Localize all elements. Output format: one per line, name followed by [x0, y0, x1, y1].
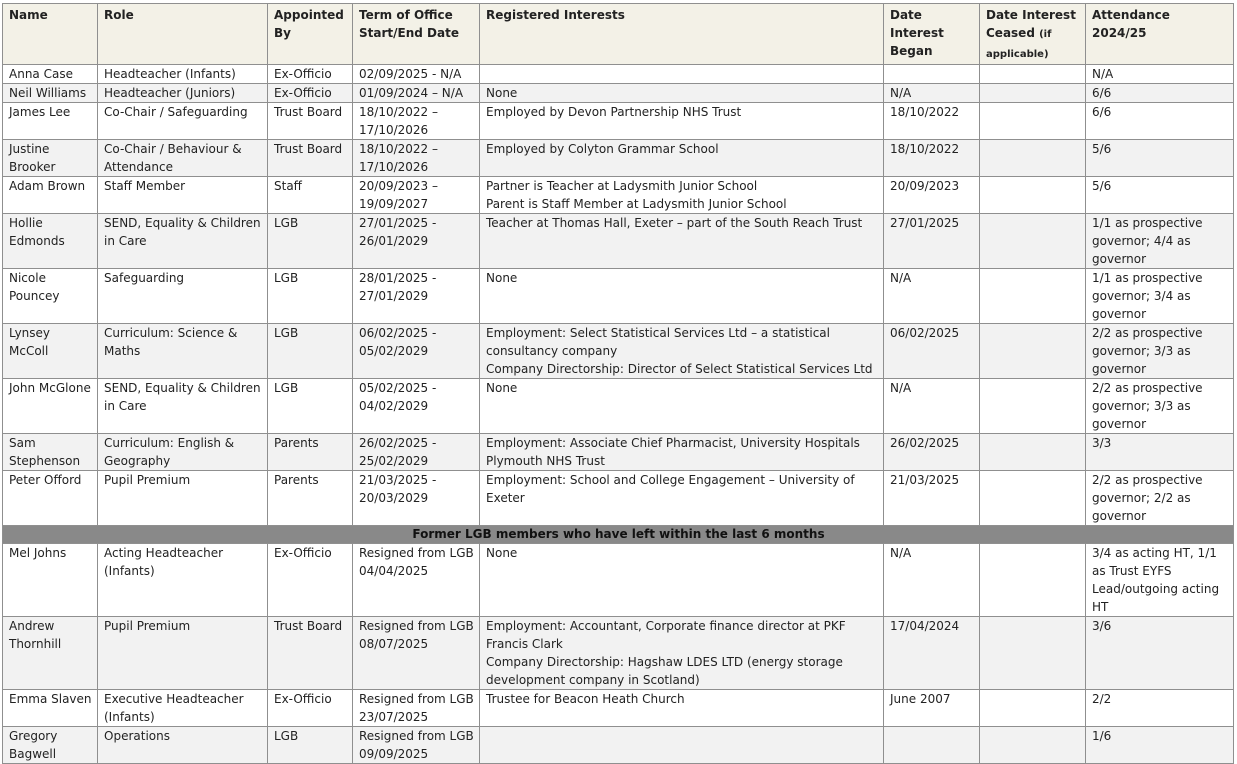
cell-term: 18/10/2022 – 17/10/2026: [353, 103, 480, 140]
cell-date-began: 18/10/2022: [884, 140, 980, 177]
section-title: Former LGB members who have left within the last 6 months: [3, 526, 1234, 544]
cell-attendance: 2/2: [1086, 690, 1234, 727]
cell-date-ceased: [980, 471, 1086, 526]
cell-name: Anna Case: [3, 65, 98, 84]
header-row: [3, 4, 1234, 65]
cell-appointed-by: Trust Board: [268, 140, 353, 177]
member-row: [3, 177, 1234, 214]
header-name: Name: [3, 4, 98, 65]
cell-date-ceased: [980, 214, 1086, 269]
cell-attendance: 5/6: [1086, 140, 1234, 177]
cell-name: Gregory Bagwell: [3, 727, 98, 764]
cell-name: Lynsey McColl: [3, 324, 98, 379]
cell-role: Pupil Premium: [98, 617, 268, 690]
cell-term: Resigned from LGB 23/07/2025: [353, 690, 480, 727]
cell-term: 01/09/2024 – N/A: [353, 84, 480, 103]
member-row: [3, 434, 1234, 471]
cell-term: 18/10/2022 – 17/10/2026: [353, 140, 480, 177]
cell-date-began: 21/03/2025: [884, 471, 980, 526]
cell-name: Nicole Pouncey: [3, 269, 98, 324]
member-row: [3, 269, 1234, 324]
member-row: [3, 103, 1234, 140]
cell-date-began: 27/01/2025: [884, 214, 980, 269]
cell-attendance: 6/6: [1086, 103, 1234, 140]
cell-attendance: 6/6: [1086, 84, 1234, 103]
cell-term: Resigned from LGB 08/07/2025: [353, 617, 480, 690]
cell-role: Staff Member: [98, 177, 268, 214]
cell-attendance: 1/6: [1086, 727, 1234, 764]
governors-table: [2, 3, 1234, 764]
cell-appointed-by: Parents: [268, 434, 353, 471]
cell-date-ceased: [980, 434, 1086, 471]
member-row: [3, 690, 1234, 727]
cell-name: Adam Brown: [3, 177, 98, 214]
cell-attendance: 3/4 as acting HT, 1/1 as Trust EYFS Lead/outgoing acting HT: [1086, 544, 1234, 617]
cell-name: Andrew Thornhill: [3, 617, 98, 690]
cell-appointed-by: Trust Board: [268, 103, 353, 140]
cell-appointed-by: Ex-Officio: [268, 690, 353, 727]
cell-attendance: 1/1 as prospective governor; 4/4 as governor: [1086, 214, 1234, 269]
cell-appointed-by: LGB: [268, 214, 353, 269]
member-row: [3, 324, 1234, 379]
member-row: [3, 471, 1234, 526]
cell-date-ceased: [980, 84, 1086, 103]
cell-role: Pupil Premium: [98, 471, 268, 526]
cell-term: 28/01/2025 - 27/01/2029: [353, 269, 480, 324]
cell-name: Mel Johns: [3, 544, 98, 617]
cell-date-ceased: [980, 177, 1086, 214]
cell-date-began: N/A: [884, 544, 980, 617]
cell-name: James Lee: [3, 103, 98, 140]
cell-role: Acting Headteacher (Infants): [98, 544, 268, 617]
cell-term: 05/02/2025 - 04/02/2029: [353, 379, 480, 434]
cell-term: Resigned from LGB 09/09/2025: [353, 727, 480, 764]
cell-date-ceased: [980, 103, 1086, 140]
cell-interests: Trustee for Beacon Heath Church: [480, 690, 884, 727]
cell-date-began: [884, 65, 980, 84]
cell-appointed-by: Staff: [268, 177, 353, 214]
cell-attendance: N/A: [1086, 65, 1234, 84]
cell-date-began: [884, 727, 980, 764]
header-term: Term of Office Start/End Date: [353, 4, 480, 65]
cell-role: Co-Chair / Behaviour & Attendance: [98, 140, 268, 177]
header-interests: Registered Interests: [480, 4, 884, 65]
header-role: Role: [98, 4, 268, 65]
cell-name: Sam Stephenson: [3, 434, 98, 471]
header-date-began: Date Interest Began: [884, 4, 980, 65]
cell-interests: Employment: Accountant, Corporate finance director at PKF Francis Clark Company Directorship: Hagshaw LDES LTD (energy storage development company in Scotland): [480, 617, 884, 690]
cell-role: Curriculum: Science & Maths: [98, 324, 268, 379]
cell-term: 21/03/2025 - 20/03/2029: [353, 471, 480, 526]
cell-attendance: 5/6: [1086, 177, 1234, 214]
cell-attendance: 2/2 as prospective governor; 2/2 as governor: [1086, 471, 1234, 526]
cell-attendance: 3/6: [1086, 617, 1234, 690]
cell-date-began: N/A: [884, 379, 980, 434]
cell-appointed-by: Trust Board: [268, 617, 353, 690]
member-row: [3, 379, 1234, 434]
cell-appointed-by: Ex-Officio: [268, 84, 353, 103]
cell-interests: [480, 65, 884, 84]
cell-term: 27/01/2025 - 26/01/2029: [353, 214, 480, 269]
cell-date-ceased: [980, 269, 1086, 324]
cell-role: SEND, Equality & Children in Care: [98, 214, 268, 269]
cell-name: Justine Brooker: [3, 140, 98, 177]
cell-date-ceased: [980, 544, 1086, 617]
cell-term: 26/02/2025 - 25/02/2029: [353, 434, 480, 471]
governors-register: [2, 3, 1233, 764]
cell-term: Resigned from LGB 04/04/2025: [353, 544, 480, 617]
cell-attendance: 2/2 as prospective governor; 3/3 as governor: [1086, 324, 1234, 379]
cell-role: Operations: [98, 727, 268, 764]
cell-interests: None: [480, 544, 884, 617]
cell-interests: None: [480, 379, 884, 434]
cell-interests: None: [480, 269, 884, 324]
member-row: [3, 214, 1234, 269]
cell-name: Neil Williams: [3, 84, 98, 103]
cell-attendance: 1/1 as prospective governor; 3/4 as governor: [1086, 269, 1234, 324]
current-members: [3, 65, 1234, 526]
cell-appointed-by: LGB: [268, 324, 353, 379]
cell-name: Emma Slaven: [3, 690, 98, 727]
cell-attendance: 3/3: [1086, 434, 1234, 471]
cell-role: Headteacher (Juniors): [98, 84, 268, 103]
cell-role: Safeguarding: [98, 269, 268, 324]
section-header-row: [3, 526, 1234, 544]
cell-interests: [480, 727, 884, 764]
member-row: [3, 617, 1234, 690]
cell-date-began: June 2007: [884, 690, 980, 727]
former-members: [3, 544, 1234, 764]
cell-date-began: 18/10/2022: [884, 103, 980, 140]
cell-attendance: 2/2 as prospective governor; 3/3 as governor: [1086, 379, 1234, 434]
cell-interests: Employment: Select Statistical Services Ltd – a statistical consultancy company Company Directorship: Director of Select Statistical Services Ltd: [480, 324, 884, 379]
cell-role: SEND, Equality & Children in Care: [98, 379, 268, 434]
cell-name: Hollie Edmonds: [3, 214, 98, 269]
cell-interests: Teacher at Thomas Hall, Exeter – part of the South Reach Trust: [480, 214, 884, 269]
cell-role: Curriculum: English & Geography: [98, 434, 268, 471]
cell-role: Headteacher (Infants): [98, 65, 268, 84]
member-row: [3, 140, 1234, 177]
cell-role: Co-Chair / Safeguarding: [98, 103, 268, 140]
header-date-ceased-note: (if applicable): [986, 29, 1052, 60]
cell-date-ceased: [980, 324, 1086, 379]
header-appointed-by: Appointed By: [268, 4, 353, 65]
former-section: [3, 526, 1234, 544]
cell-interests: Employed by Colyton Grammar School: [480, 140, 884, 177]
cell-date-began: 17/04/2024: [884, 617, 980, 690]
cell-interests: Employment: School and College Engagement – University of Exeter: [480, 471, 884, 526]
cell-term: 02/09/2025 - N/A: [353, 65, 480, 84]
cell-date-ceased: [980, 727, 1086, 764]
cell-date-ceased: [980, 617, 1086, 690]
member-row: [3, 727, 1234, 764]
cell-interests: None: [480, 84, 884, 103]
member-row: [3, 84, 1234, 103]
cell-role: Executive Headteacher (Infants): [98, 690, 268, 727]
cell-appointed-by: LGB: [268, 379, 353, 434]
cell-term: 20/09/2023 – 19/09/2027: [353, 177, 480, 214]
cell-date-ceased: [980, 379, 1086, 434]
cell-interests: Employed by Devon Partnership NHS Trust: [480, 103, 884, 140]
cell-date-ceased: [980, 65, 1086, 84]
cell-date-began: 06/02/2025: [884, 324, 980, 379]
cell-date-began: N/A: [884, 269, 980, 324]
cell-appointed-by: LGB: [268, 269, 353, 324]
cell-interests: Partner is Teacher at Ladysmith Junior School Parent is Staff Member at Ladysmith Junior School: [480, 177, 884, 214]
cell-date-ceased: [980, 140, 1086, 177]
cell-appointed-by: LGB: [268, 727, 353, 764]
header-date-ceased: [980, 4, 1086, 65]
member-row: [3, 65, 1234, 84]
cell-appointed-by: Parents: [268, 471, 353, 526]
cell-name: John McGlone: [3, 379, 98, 434]
member-row: [3, 544, 1234, 617]
cell-term: 06/02/2025 - 05/02/2029: [353, 324, 480, 379]
cell-date-began: 26/02/2025: [884, 434, 980, 471]
cell-appointed-by: Ex-Officio: [268, 544, 353, 617]
cell-date-ceased: [980, 690, 1086, 727]
header-attendance: Attendance 2024/25: [1086, 4, 1234, 65]
cell-name: Peter Offord: [3, 471, 98, 526]
header-date-ceased-label: Date Interest Ceased: [986, 8, 1076, 40]
cell-date-began: N/A: [884, 84, 980, 103]
cell-interests: Employment: Associate Chief Pharmacist, University Hospitals Plymouth NHS Trust: [480, 434, 884, 471]
cell-date-began: 20/09/2023: [884, 177, 980, 214]
cell-appointed-by: Ex-Officio: [268, 65, 353, 84]
